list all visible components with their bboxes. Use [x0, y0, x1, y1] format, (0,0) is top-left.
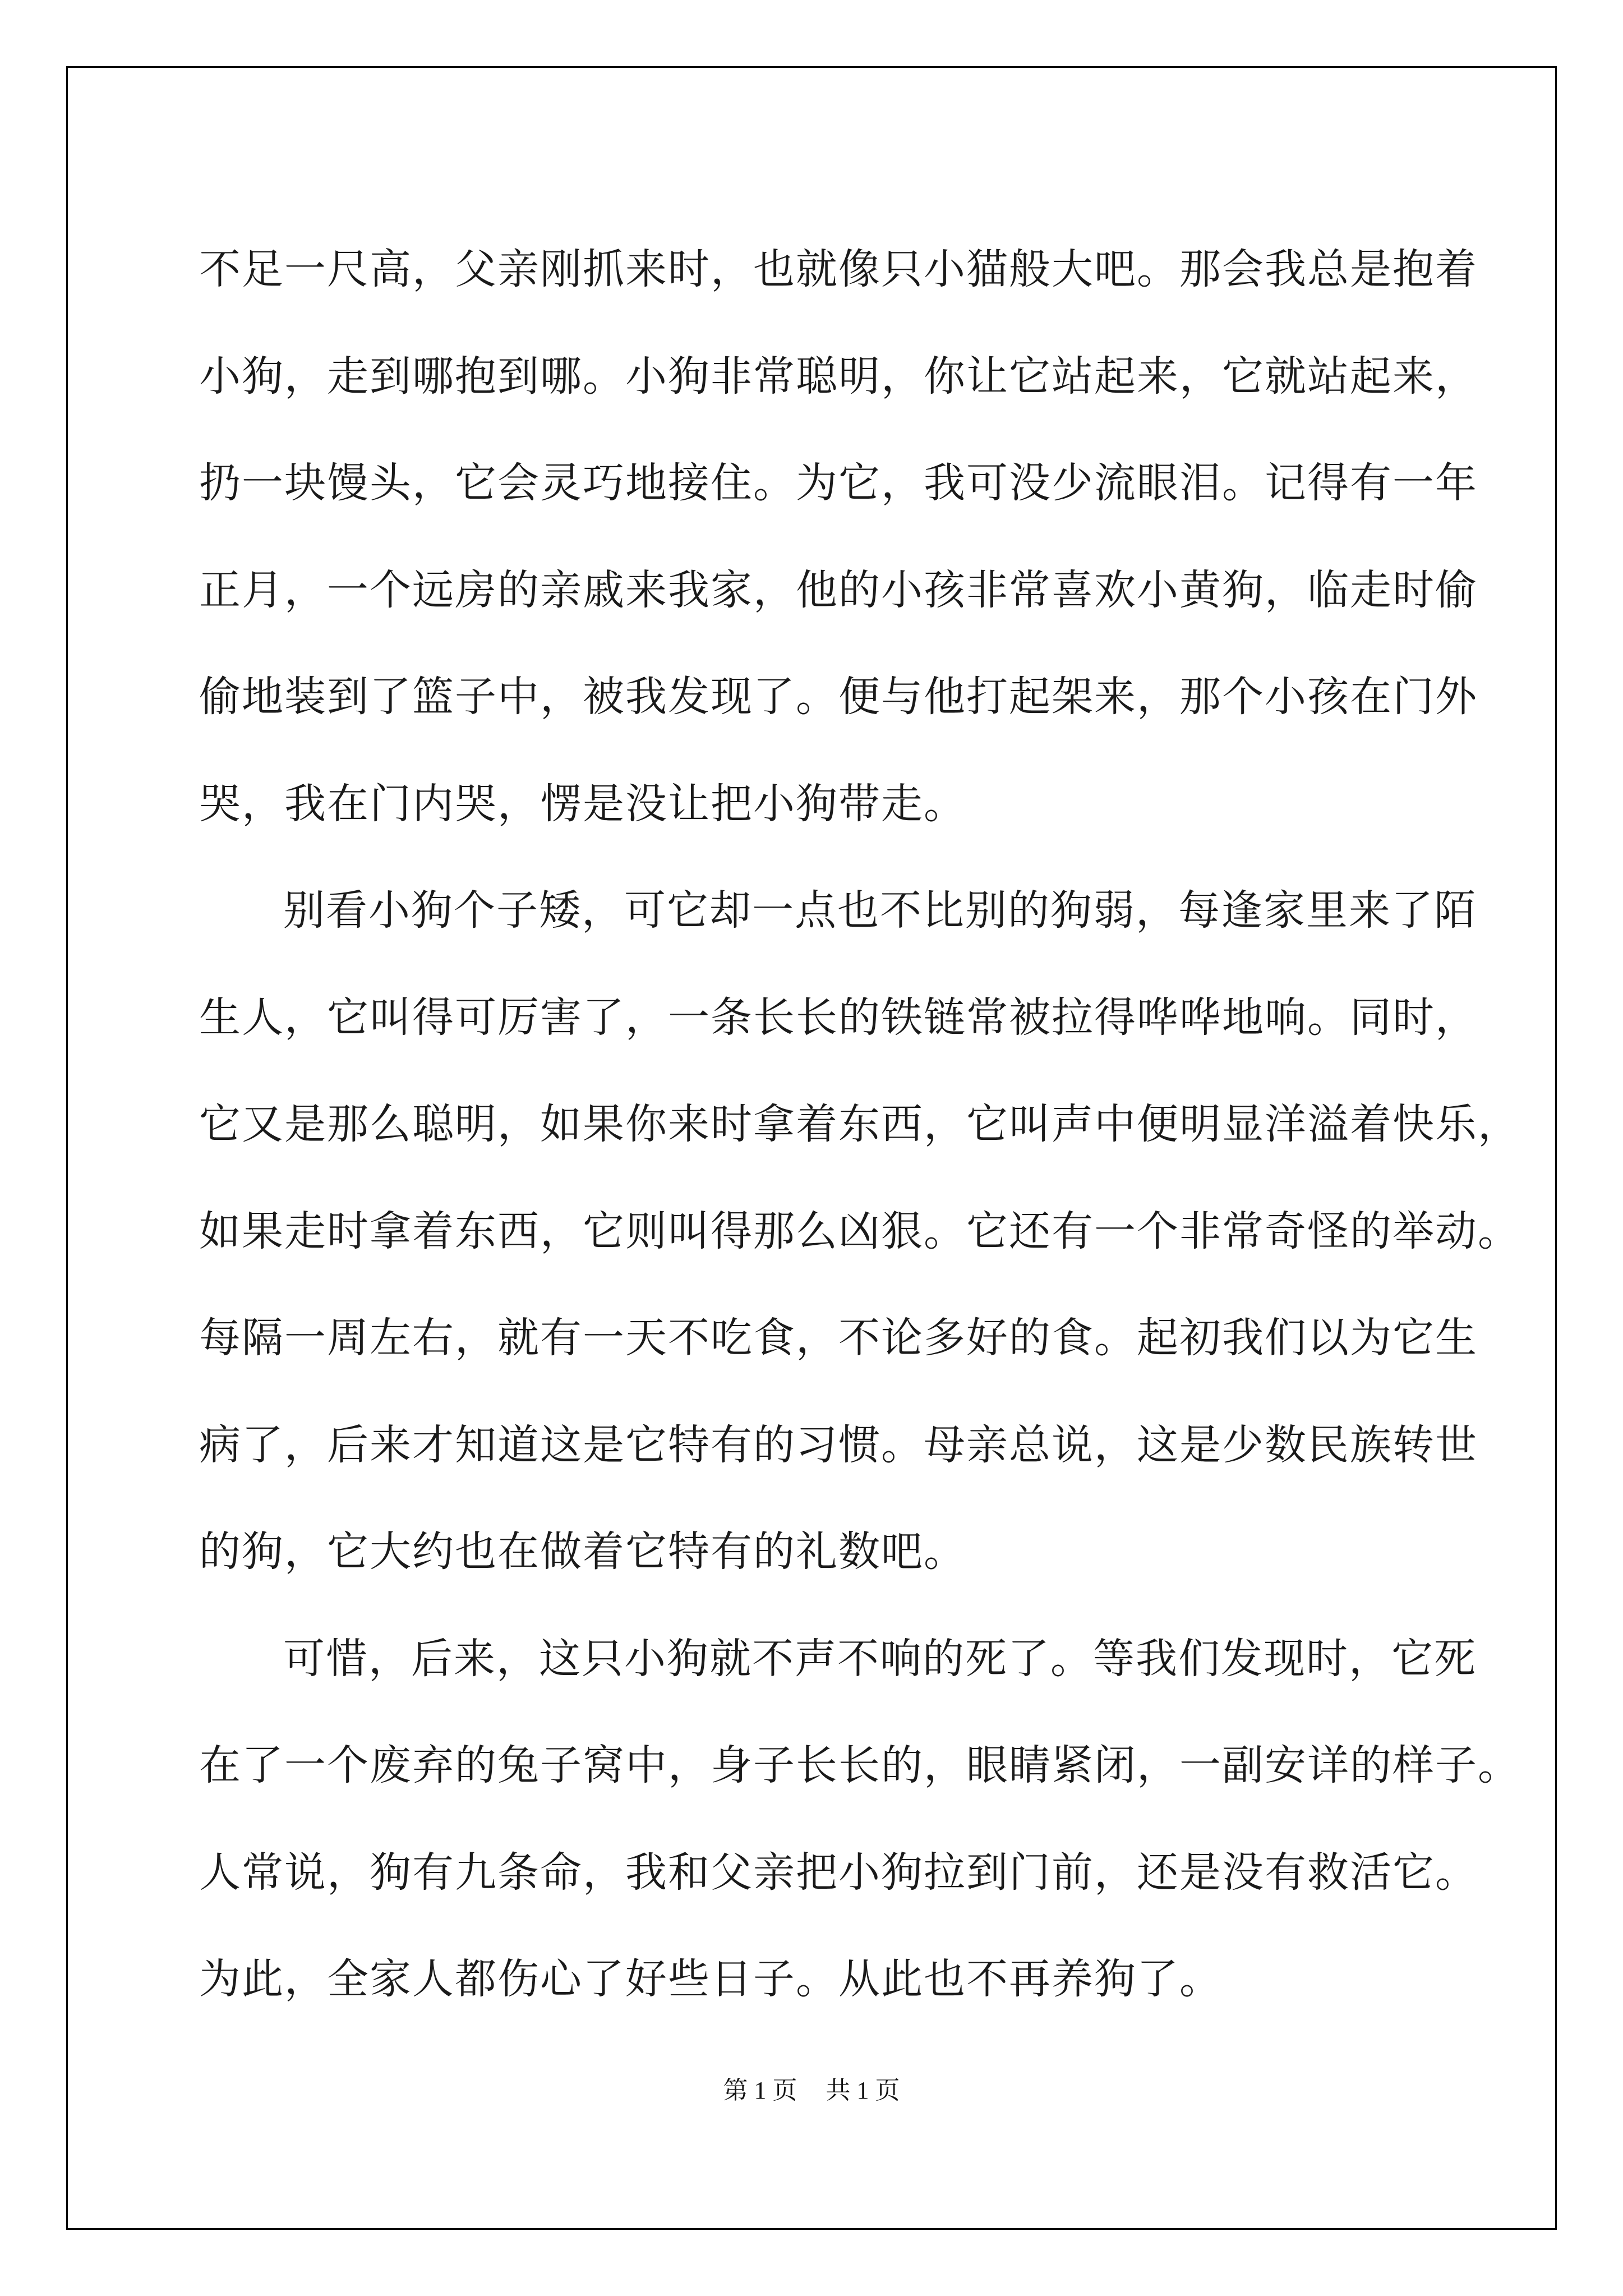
text-line: 的狗，它大约也在做着它特有的礼数吧。: [199, 1527, 966, 1576]
text-line: 偷地装到了篮子中，被我发现了。便与他打起架来，那个小孩在门外: [199, 673, 1478, 721]
text-line: 小狗，走到哪抱到哪。小狗非常聪明，你让它站起来，它就站起来，: [199, 352, 1478, 401]
page-count: 共 1 页: [826, 2077, 900, 2104]
document-body: [199, 216, 1520, 2033]
text-line: 每隔一周左右，就有一天不吃食，不论多好的食。起初我们以为它生: [199, 1314, 1478, 1362]
text-line: 人常说，狗有九条命，我和父亲把小狗拉到门前，还是没有救活它。: [199, 1848, 1478, 1897]
text-line: 为此，全家人都伤心了好些日子。从此也不再养狗了。: [199, 1955, 1222, 2003]
text-line: 哭，我在门内哭，愣是没让把小狗带走。: [199, 779, 966, 828]
paragraph-3: [199, 1605, 1520, 2033]
text-line: 如果走时拿着东西，它则叫得那么凶狠。它还有一个非常奇怪的举动。: [199, 1207, 1520, 1255]
text-line: 病了，后来才知道这是它特有的习惯。母亲总说，这是少数民族转世: [199, 1420, 1478, 1469]
text-line: 它又是那么聪明，如果你来时拿着东西，它叫声中便明显洋溢着快乐，: [199, 1100, 1520, 1148]
paragraph-1: [199, 216, 1478, 857]
paragraph-2: [199, 857, 1520, 1605]
text-line: 在了一个废弃的兔子窝中，身子长长的，眼睛紧闭，一副安详的样子。: [199, 1741, 1520, 1789]
page-footer: [0, 2070, 1623, 2106]
text-line: 不足一尺高，父亲刚抓来时，也就像只小猫般大吧。那会我总是抱着: [199, 245, 1478, 293]
text-line: 正月，一个远房的亲戚来我家，他的小孩非常喜欢小黄狗，临走时偷: [199, 565, 1478, 614]
text-line: 生人，它叫得可厉害了，一条长长的铁链常被拉得哗哗地响。同时，: [199, 993, 1478, 1042]
page-number: 第 1 页: [723, 2077, 797, 2104]
text-line: 扔一块馒头，它会灵巧地接住。为它，我可没少流眼泪。记得有一年: [199, 459, 1478, 507]
text-line: 别看小狗个子矮，可它却一点也不比别的狗弱，每逢家里来了陌: [283, 886, 1477, 935]
text-line: 可惜，后来，这只小狗就不声不响的死了。等我们发现时，它死: [283, 1634, 1477, 1683]
